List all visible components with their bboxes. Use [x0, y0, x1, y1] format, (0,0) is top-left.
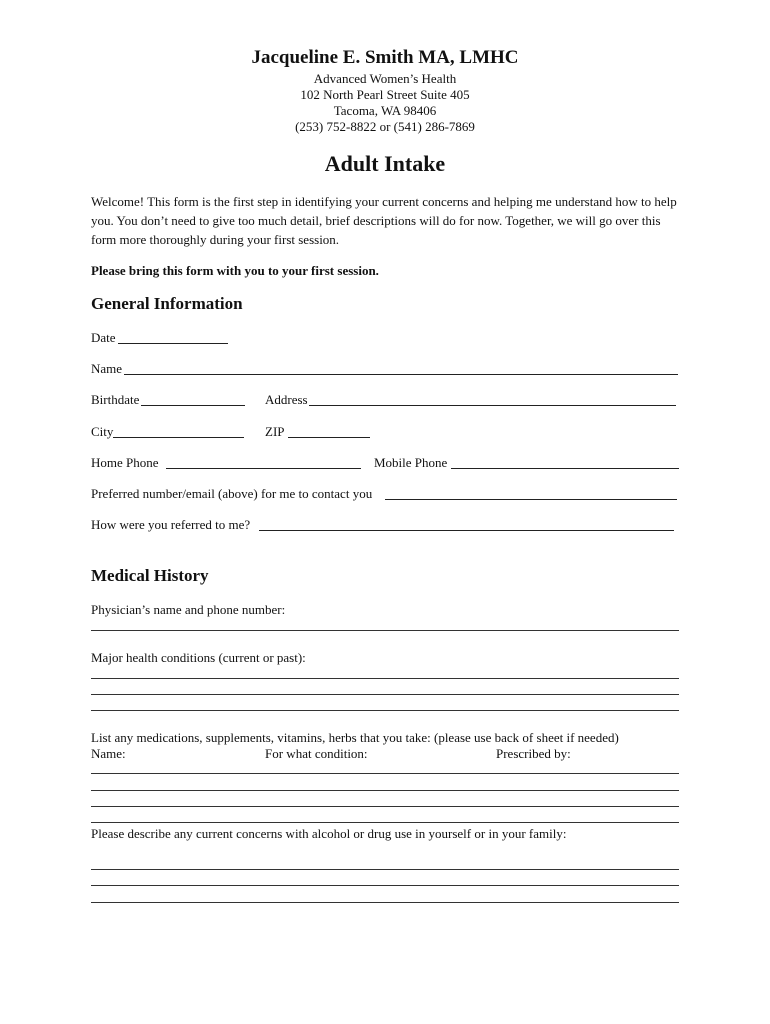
zip-label: ZIP [265, 424, 285, 439]
name-field[interactable] [124, 374, 678, 375]
substance-use-line-1[interactable] [91, 869, 679, 870]
form-title: Adult Intake [324, 151, 446, 176]
name-label: Name [91, 361, 123, 376]
substance-use-line-3[interactable] [91, 902, 679, 903]
health-conditions-line-2[interactable] [91, 694, 679, 695]
preferred-contact-label: Preferred number/email (above) for me to contact you [91, 486, 373, 501]
health-conditions-line-3[interactable] [91, 710, 679, 711]
substance-use-line-2[interactable] [91, 885, 679, 886]
mobile-phone-label: Mobile Phone [374, 455, 448, 470]
home-phone-field[interactable] [166, 468, 361, 469]
date-label: Date [91, 330, 116, 345]
physician-answer-line[interactable] [91, 630, 679, 631]
birthdate-label: Birthdate [91, 392, 140, 407]
bring-form-note: Please bring this form with you to your first session. [91, 263, 379, 278]
address-label: Address [265, 392, 308, 407]
medications-label: List any medications, supplements, vitamins, herbs that you take: (please use back of sheet if needed) [91, 730, 619, 745]
address-line-1: 102 North Pearl Street Suite 405 [300, 87, 470, 102]
medications-line-2[interactable] [91, 790, 679, 791]
referral-label: How were you referred to me? [91, 517, 251, 532]
medical-history-heading: Medical History [91, 566, 209, 585]
medication-name-column: Name: [91, 746, 126, 761]
organization-name: Advanced Women’s Health [313, 71, 457, 86]
city-field[interactable] [113, 437, 244, 438]
address-field[interactable] [309, 405, 676, 406]
medications-line-4[interactable] [91, 822, 679, 823]
substance-use-label: Please describe any current concerns with alcohol or drug use in yourself or in your family: [91, 826, 567, 841]
health-conditions-line-1[interactable] [91, 678, 679, 679]
mobile-phone-field[interactable] [451, 468, 679, 469]
medication-condition-column: For what condition: [265, 746, 368, 761]
address-line-2: Tacoma, WA 98406 [333, 103, 437, 118]
contact-phones: (253) 752-8822 or (541) 286-7869 [295, 119, 475, 134]
zip-field[interactable] [288, 437, 370, 438]
medication-prescriber-column: Prescribed by: [496, 746, 571, 761]
intro-paragraph: Welcome! This form is the first step in identifying your current concerns and helping me understand how to help you. You don’t need to give too much detail, brief descriptions will do for now. Together, we will go over this form more thoroughly during your first session. [91, 194, 677, 247]
health-conditions-label: Major health conditions (current or past): [91, 650, 306, 665]
date-field[interactable] [118, 343, 228, 344]
medications-line-3[interactable] [91, 806, 679, 807]
therapist-name: Jacqueline E. Smith MA, LMHC [251, 47, 519, 68]
referral-field[interactable] [259, 530, 674, 531]
medications-line-1[interactable] [91, 773, 679, 774]
preferred-contact-field[interactable] [385, 499, 677, 500]
physician-label: Physician’s name and phone number: [91, 602, 286, 617]
birthdate-field[interactable] [141, 405, 245, 406]
general-information-heading: General Information [91, 294, 243, 313]
home-phone-label: Home Phone [91, 455, 159, 470]
city-label: City [91, 424, 114, 439]
